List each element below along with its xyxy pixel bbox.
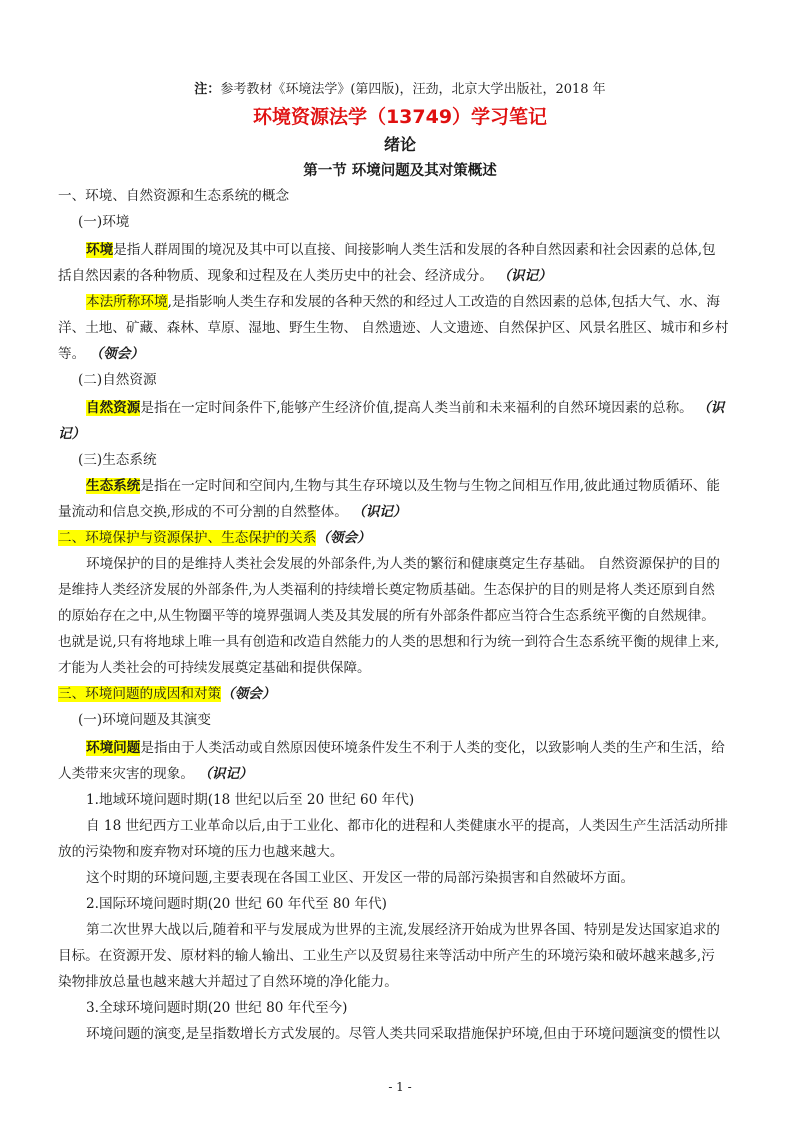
text: 括自然因素的各种物质、现象和过程及在人类历史中的社会、经济成分。 [58, 268, 493, 284]
tag-recall-cont: 记） [58, 426, 86, 442]
text: 是指在一定时间条件下,能够产生经济价值,提高人类当前和未来福利的自然环境因素的总称。 [140, 400, 693, 416]
tag-understand: （领会） [89, 346, 144, 362]
paragraph-resources-2 [58, 424, 748, 444]
paragraph-env-problem-1 [86, 738, 776, 758]
text: 等。 [58, 346, 86, 362]
paragraph-ecosystem-1 [86, 476, 776, 496]
subheading-ecosystem: (三)生态系统 [78, 452, 157, 468]
text: 是指由于人类活动或自然原因使环境条件发生不利于人类的变化，以致影响人类的生产和生活，给 [140, 740, 725, 756]
tag-recall: （识记） [497, 268, 552, 284]
note-text: 参考教材《环境法学》(第四版)，汪劲，北京大学出版社，2018 年 [220, 82, 606, 97]
period-2-text-1: 第二次世界大战以后,随着和平与发展成为世界的主流,发展经济开始成为世界各国、特别是发达国家追求的 [86, 922, 720, 938]
period-2-title: 2.国际环境问题时期(20 世纪 60 年代至 80 年代) [86, 896, 387, 912]
paragraph-environment-1 [86, 240, 776, 260]
paragraph-ecosystem-2 [58, 502, 748, 522]
reference-note [0, 80, 800, 100]
term-environment: 环境 [86, 242, 114, 258]
heading-causes-countermeasures [58, 684, 748, 704]
subheading-natural-resources: (二)自然资源 [78, 372, 157, 388]
term-ecosystem: 生态系统 [86, 478, 141, 494]
paragraph-law-env-3 [58, 344, 748, 364]
tag-recall: （识记） [352, 504, 407, 520]
paragraph-law-env-2: 洋、土地、矿藏、森林、草原、湿地、野生生物、 自然遗迹、人文遗迹、自然保护区、风景名胜区、城市和乡村 [58, 320, 729, 336]
heading-text: 三、环境问题的成因和对策 [58, 686, 222, 702]
text: 是指在一定时间和空间内,生物与其生存环境以及生物与生物之间相互作用,彼此通过物质循环、能 [140, 478, 720, 494]
period-2-text-2: 目标。在资源开发、原材料的输人输出、工业生产以及贸易往来等活动中所产生的环境污染和破坏越来越多,污 [58, 948, 715, 964]
document-title: 环境资源法学（13749）学习笔记 [252, 106, 548, 128]
period-3-title: 3.全球环境问题时期(20 世纪 80 年代至今) [86, 1000, 348, 1016]
note-label: 注： [194, 82, 221, 97]
heading-concepts: 一、环境、自然资源和生态系统的概念 [58, 188, 290, 204]
text: 是指人群周围的境况及其中可以直接、间接影响人类生活和发展的各种自然因素和社会因素的总体,包 [113, 242, 716, 258]
paragraph-resources-1 [86, 398, 776, 418]
paragraph-relations-5: 才能为人类社会的可持续发展奠定基础和提供保障。 [58, 660, 371, 676]
tag-understand: （领会） [316, 530, 371, 546]
period-1-title: 1.地域环境问题时期(18 世纪以后至 20 世纪 60 年代) [86, 792, 415, 808]
term-env-problem: 环境问题 [86, 740, 141, 756]
heading-text: 二、环境保护与资源保护、生态保护的关系 [58, 530, 317, 546]
paragraph-environment-2 [58, 266, 748, 286]
tag-understand: （领会） [221, 686, 276, 702]
section-heading: 第一节 环境问题及其对策概述 [303, 163, 497, 179]
subheading-env-problems: (一)环境问题及其演变 [78, 712, 211, 728]
period-2-text-3: 染物排放总量也越来越大并超过了自然环境的净化能力。 [58, 974, 398, 990]
paragraph-relations-2: 是维持人类经济发展的外部条件,为人类福利的持续增长奠定物质基础。生态保护的目的则是将人类还原到自然 [58, 582, 715, 598]
subheading-environment: (一)环境 [78, 214, 130, 230]
paragraph-relations-1: 环境保护的目的是维持人类社会发展的外部条件,为人类的繁衍和健康奠定生存基础。 自然资源保护的目的 [86, 556, 720, 572]
paragraph-law-env-1 [86, 292, 776, 312]
heading-protection-relations [58, 528, 748, 548]
text: 量流动和信息交换,形成的不可分割的自然整体。 [58, 504, 348, 520]
period-1-text-2: 放的污染物和废弃物对环境的压力也越来越大。 [58, 844, 344, 860]
text: 人类带来灾害的现象。 [58, 766, 194, 782]
term-law-environment: 本法所称环境 [86, 294, 168, 310]
period-3-text-1: 环境问题的演变,是呈指数增长方式发展的。尽管人类共同采取措施保护环境,但由于环境问题演变的惯性以 [86, 1026, 720, 1042]
page-number: - 1 - [388, 1080, 412, 1094]
tag-recall: （识记） [198, 766, 253, 782]
tag-recall: （识 [697, 400, 725, 416]
paragraph-env-problem-2 [58, 764, 748, 784]
paragraph-relations-3: 的原始存在之中,从生物圈平等的境界强调人类及其发展的所有外部条件都应当符合生态系统平衡的自然规律。 [58, 608, 715, 624]
term-natural-resources: 自然资源 [86, 400, 141, 416]
paragraph-relations-4: 也就是说,只有将地球上唯一具有创造和改造自然能力的人类的思想和行为统一到符合生态系统平衡的规律上来, [58, 634, 720, 650]
period-1-text-1: 自 18 世纪西方工业革命以后,由于工业化、都市化的进程和人类健康水平的提高，人类因生产生活活动所排 [86, 818, 728, 834]
chapter-heading: 绪论 [383, 135, 416, 154]
period-1-text-3: 这个时期的环境问题,主要表现在各国工业区、开发区一带的局部污染损害和自然破坏方面。 [86, 870, 635, 886]
text: ,是指影响人类生存和发展的各种天然的和经过人工改造的自然因素的总体,包括大气、水、海 [167, 294, 720, 310]
